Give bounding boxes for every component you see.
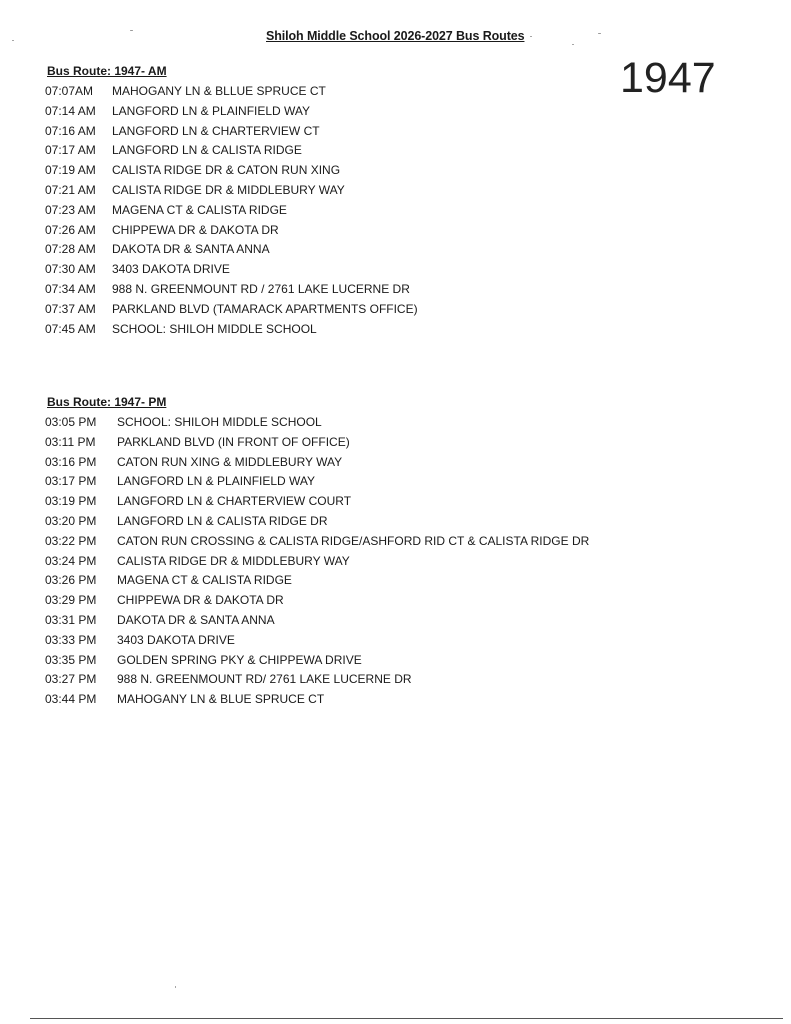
stop-time: 03:16 PM bbox=[45, 454, 97, 469]
pm-stop-row bbox=[45, 532, 589, 552]
am-stop-row bbox=[45, 122, 418, 142]
stop-location: PARKLAND BLVD (IN FRONT OF OFFICE) bbox=[117, 434, 350, 449]
stop-location: MAHOGANY LN & BLLUE SPRUCE CT bbox=[112, 84, 326, 98]
pm-stop-row bbox=[45, 552, 589, 572]
am-stop-row bbox=[45, 300, 418, 320]
stop-time: 03:35 PM bbox=[45, 652, 97, 667]
stop-location: LANGFORD LN & PLAINFIELD WAY bbox=[112, 103, 311, 118]
stop-time: 03:17 PM bbox=[45, 474, 97, 489]
stop-time: 07:07AM bbox=[45, 84, 94, 98]
stop-location: CHIPPEWA DR & DAKOTA DR bbox=[117, 593, 284, 608]
stop-location: LANGFORD LN & CHARTERVIEW CT bbox=[112, 123, 320, 138]
scan-speck bbox=[175, 986, 176, 988]
stop-location: CALISTA RIDGE DR & CATON RUN XING bbox=[112, 163, 341, 178]
stop-time: 07:28 AM bbox=[45, 242, 96, 257]
stop-location: 988 N. GREENMOUNT RD / 2761 LAKE LUCERNE DR bbox=[112, 281, 410, 296]
am-stop-row bbox=[45, 141, 418, 161]
scan-speck bbox=[572, 44, 574, 45]
scan-speck bbox=[598, 33, 601, 34]
stop-location: MAHOGANY LN & BLUE SPRUCE CT bbox=[117, 692, 325, 707]
route-number: 1947 bbox=[620, 54, 716, 102]
pm-stop-row bbox=[45, 571, 589, 591]
am-stop-row bbox=[45, 280, 418, 300]
stop-location: LANGFORD LN & CALISTA RIDGE bbox=[112, 143, 302, 158]
am-stop-row bbox=[45, 181, 418, 201]
stop-location: LANGFORD LN & CALISTA RIDGE DR bbox=[117, 513, 328, 528]
stop-location: CATON RUN CROSSING & CALISTA RIDGE/ASHFORD RID CT & CALISTA RIDGE DR bbox=[117, 533, 590, 548]
stop-location: DAKOTA DR & SANTA ANNA bbox=[112, 242, 270, 257]
stop-location: SCHOOL: SHILOH MIDDLE SCHOOL bbox=[117, 415, 322, 429]
stop-location: LANGFORD LN & CHARTERVIEW COURT bbox=[117, 494, 352, 509]
stop-time: 03:44 PM bbox=[45, 692, 97, 707]
stop-location: 988 N. GREENMOUNT RD/ 2761 LAKE LUCERNE DR bbox=[117, 672, 412, 687]
stop-time: 03:22 PM bbox=[45, 533, 97, 548]
pm-stop-row bbox=[45, 492, 589, 512]
pm-stop-row bbox=[45, 591, 589, 611]
pm-stop-row bbox=[45, 472, 589, 492]
stop-time: 03:26 PM bbox=[45, 573, 97, 588]
stop-location: CALISTA RIDGE DR & MIDDLEBURY WAY bbox=[117, 553, 350, 568]
stop-time: 07:19 AM bbox=[45, 163, 96, 178]
stop-time: 03:19 PM bbox=[45, 494, 97, 509]
bottom-rule bbox=[30, 1018, 783, 1019]
pm-stop-row bbox=[45, 611, 589, 631]
page-title: Shiloh Middle School 2026-2027 Bus Routes bbox=[266, 29, 525, 43]
scan-speck bbox=[130, 30, 133, 31]
stop-time: 07:21 AM bbox=[45, 182, 96, 197]
stop-location: CATON RUN XING & MIDDLEBURY WAY bbox=[117, 454, 343, 469]
am-stop-row bbox=[45, 240, 418, 260]
pm-stop-list bbox=[45, 413, 589, 710]
am-stop-row bbox=[45, 82, 418, 102]
am-route-heading: Bus Route: 1947- AM bbox=[47, 64, 167, 78]
am-stop-row bbox=[45, 221, 418, 241]
stop-location: GOLDEN SPRING PKY & CHIPPEWA DRIVE bbox=[117, 652, 362, 667]
stop-location: 3403 DAKOTA DRIVE bbox=[112, 262, 230, 277]
pm-route-section bbox=[45, 394, 589, 710]
pm-stop-row bbox=[45, 413, 589, 433]
stop-location: CHIPPEWA DR & DAKOTA DR bbox=[112, 222, 279, 237]
am-stop-row bbox=[45, 161, 418, 181]
am-stop-row bbox=[45, 102, 418, 122]
stop-time: 03:11 PM bbox=[45, 434, 96, 449]
stop-time: 03:20 PM bbox=[45, 513, 97, 528]
stop-time: 07:17 AM bbox=[45, 143, 96, 158]
pm-stop-row bbox=[45, 651, 589, 671]
am-stop-row bbox=[45, 201, 418, 221]
stop-time: 07:37 AM bbox=[45, 301, 96, 316]
pm-route-heading: Bus Route: 1947- PM bbox=[47, 395, 167, 409]
pm-stop-row bbox=[45, 690, 589, 710]
stop-location: CALISTA RIDGE DR & MIDDLEBURY WAY bbox=[112, 182, 345, 197]
stop-time: 03:05 PM bbox=[45, 415, 97, 429]
pm-stop-row bbox=[45, 433, 589, 453]
stop-location: MAGENA CT & CALISTA RIDGE bbox=[117, 573, 292, 588]
stop-time: 03:33 PM bbox=[45, 632, 97, 647]
am-stop-row bbox=[45, 320, 418, 340]
pm-stop-row bbox=[45, 512, 589, 532]
am-route-section bbox=[45, 63, 418, 339]
pm-stop-row bbox=[45, 453, 589, 473]
scan-speck bbox=[12, 40, 14, 41]
stop-time: 03:24 PM bbox=[45, 553, 97, 568]
stop-time: 03:29 PM bbox=[45, 593, 97, 608]
stop-time: 07:16 AM bbox=[45, 123, 96, 138]
stop-location: DAKOTA DR & SANTA ANNA bbox=[117, 612, 275, 627]
stop-time: 07:30 AM bbox=[45, 262, 96, 277]
stop-time: 07:14 AM bbox=[45, 103, 96, 118]
pm-stop-row bbox=[45, 631, 589, 651]
stop-location: PARKLAND BLVD (TAMARACK APARTMENTS OFFICE) bbox=[112, 301, 418, 316]
stop-time: 03:27 PM bbox=[45, 672, 97, 687]
stop-time: 03:31 PM bbox=[45, 612, 97, 627]
pm-stop-row bbox=[45, 670, 589, 690]
stop-location: MAGENA CT & CALISTA RIDGE bbox=[112, 202, 287, 217]
stop-location: 3403 DAKOTA DRIVE bbox=[117, 632, 235, 647]
am-stop-row bbox=[45, 260, 418, 280]
am-stop-list bbox=[45, 82, 418, 339]
scan-speck bbox=[530, 36, 532, 37]
stop-location: LANGFORD LN & PLAINFIELD WAY bbox=[117, 474, 316, 489]
stop-time: 07:34 AM bbox=[45, 281, 96, 296]
stop-time: 07:26 AM bbox=[45, 222, 96, 237]
stop-time: 07:45 AM bbox=[45, 321, 96, 336]
stop-time: 07:23 AM bbox=[45, 202, 96, 217]
stop-location: SCHOOL: SHILOH MIDDLE SCHOOL bbox=[112, 321, 317, 336]
